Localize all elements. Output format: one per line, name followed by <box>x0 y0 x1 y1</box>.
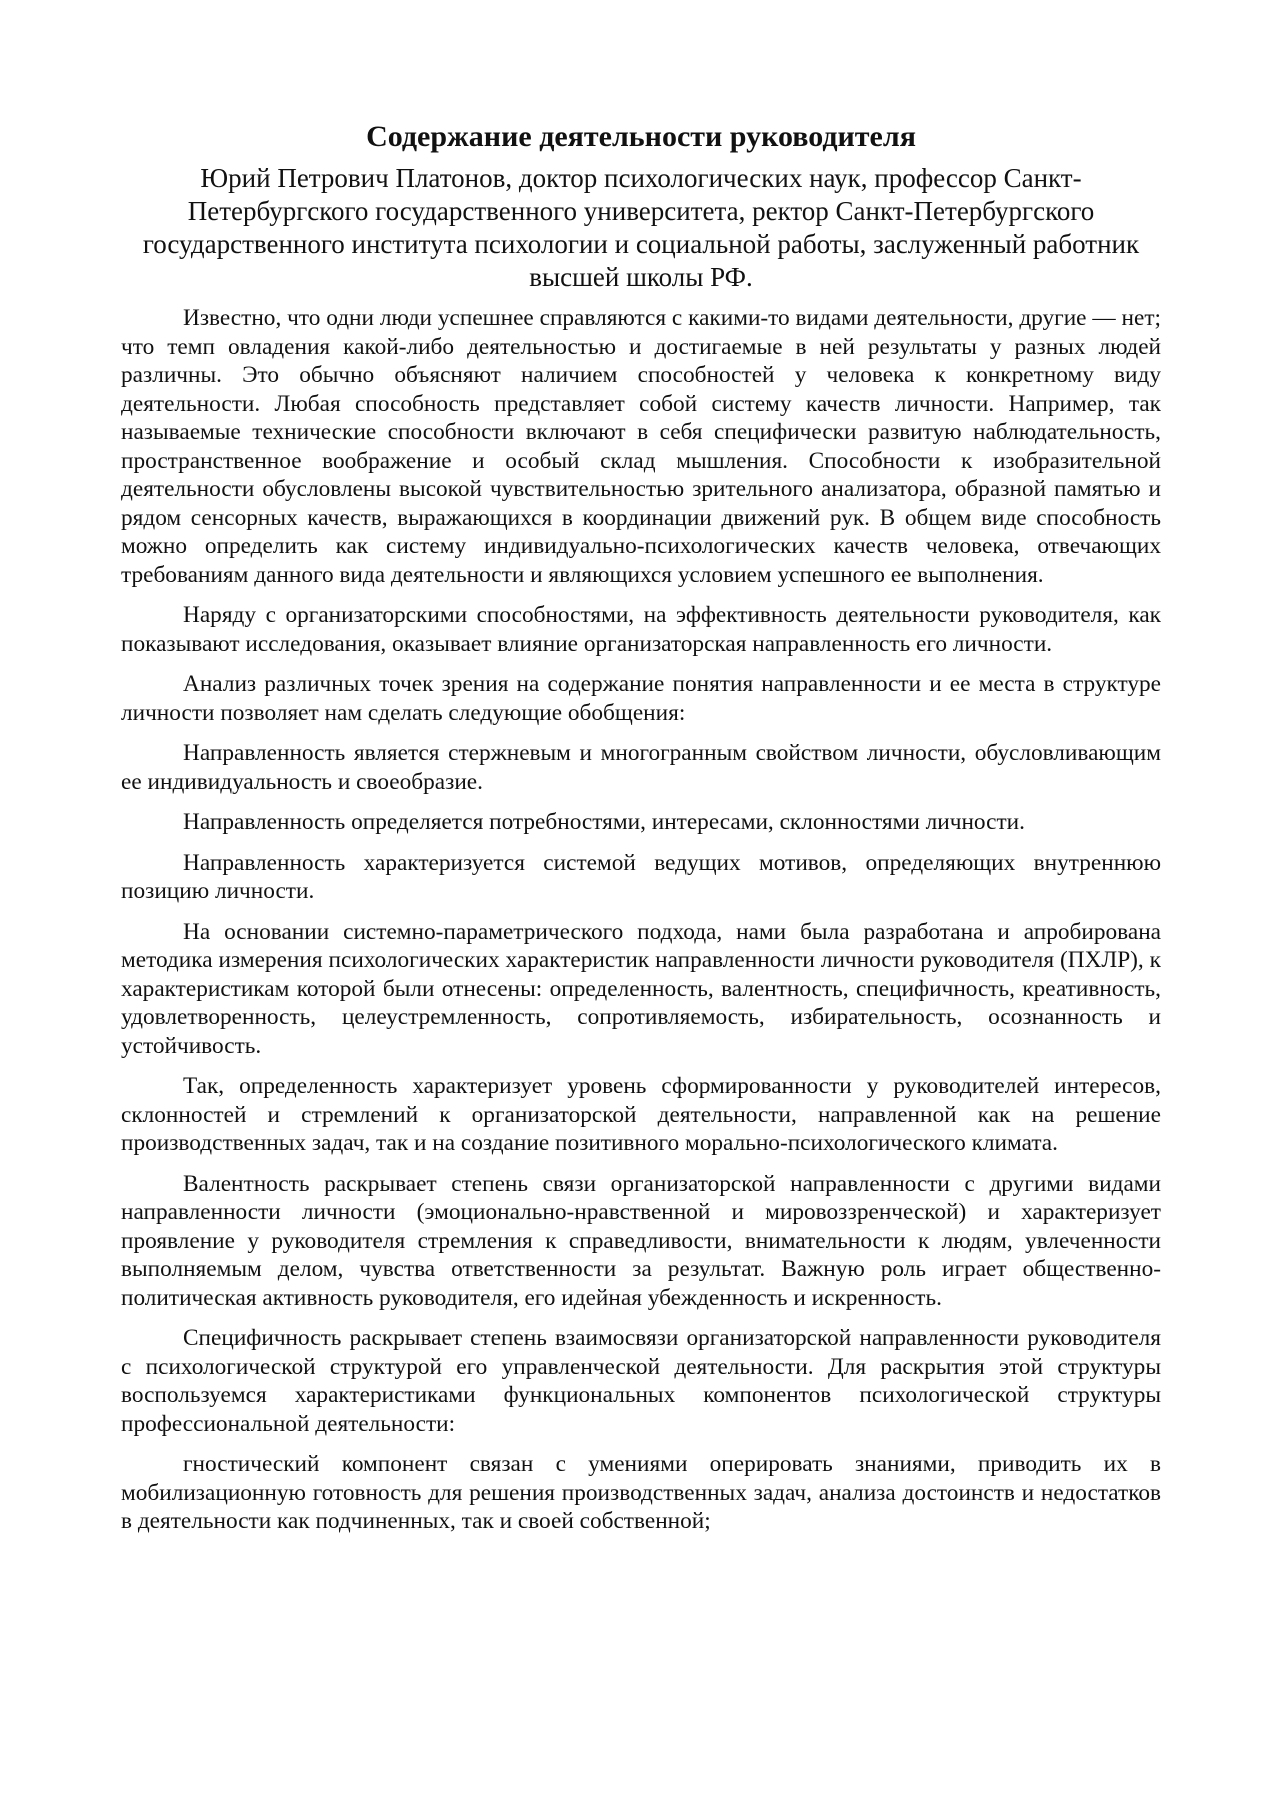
paragraph-gnostic-component: гностический компонент связан с умениями оперировать знаниями, приводить их в мобилизационную готовность для решения производственных задач, анализа достоинств и недостатков в деятельности как подчиненных, так и своей собственной; <box>121 1451 1161 1534</box>
author-info: Юрий Петрович Платонов, доктор психологических наук, профессор Санкт-Петербургского государственного университета, ректор Санкт-Петербургского государственного института психологии и социальной работы, заслуженный работник высшей школы РФ. <box>142 163 1140 292</box>
paragraph-orientation-needs: Направленность определяется потребностями, интересами, склонностями личности. <box>183 809 1025 835</box>
document-body <box>121 118 1161 1548</box>
paragraph-specificity: Специфичность раскрывает степень взаимосвязи организаторской направленности руководителя с психологической структурой его управленческой деятельности. Для раскрытия этой структуры воспользуемся характеристиками функциональных компонентов психологической структуры профессиональной деятельности: <box>121 1325 1161 1437</box>
paragraph-valence: Валентность раскрывает степень связи организаторской направленности с другими видами направленности личности (эмоционально-нравственной и мировоззренческой) и характеризует проявление у руководителя стремления к справедливости, внимательности к людям, увлеченности выполняемым делом, чувства ответственности за результат. Важную роль играет общественно-политическая активность руководителя, его идейная убежденность и искренность. <box>121 1170 1161 1311</box>
paragraph-definiteness: Так, определенность характеризует уровень сформированности у руководителей интересов, склонностей и стремлений к организаторской деятельности, направленной как на решение производственных задач, так и на создание позитивного морально-психологического климата. <box>121 1073 1161 1156</box>
paragraph-orientation-motives: Направленность характеризуется системой ведущих мотивов, определяющих внутреннюю позицию личности. <box>121 849 1161 904</box>
paragraph-analysis: Анализ различных точек зрения на содержание понятия направленности и ее места в структуре личности позволяет нам сделать следующие обобщения: <box>121 671 1161 726</box>
paragraph-organizational-orientation: Наряду с организаторскими способностями, на эффективность деятельности руководителя, как показывают исследования, оказывает влияние организаторская направленность его личности. <box>121 602 1161 657</box>
document-title: Содержание деятельности руководителя <box>366 120 916 153</box>
paragraph-methodology: На основании системно-параметрического подхода, нами была разработана и апробирована методика измерения психологических характеристик направленности личности руководителя (ПХЛР), к характеристикам которой были отнесены: определенность, валентность, специфичность, креативность, удовлетворенность, целеустремленность, сопротивляемость, избирательность, осознанность и устойчивость. <box>121 918 1161 1059</box>
paragraph-abilities: Известно, что одни люди успешнее справляются с какими-то видами деятельности, другие — нет; что темп овладения какой-либо деятельностью и достигаемые в ней результаты у разных людей различны. Это обычно объясняют наличием способностей у человека к конкретному виду деятельности. Любая способность представляет собой систему качеств личности. Например, так называемые технические способности включают в себя специфически развитую наблюдательность, пространственное воображение и особый склад мышления. Способности к изобразительной деятельности обусловлены высокой чувствительностью зрительного анализатора, образной памятью и рядом сенсорных качеств, выражающихся в координации движений рук. В общем виде способность можно определить как систему индивидуально-психологических качеств человека, отвечающих требованиям данного вида деятельности и являющихся условием успешного ее выполнения. <box>121 305 1161 588</box>
paragraph-orientation-core: Направленность является стержневым и многогранным свойством личности, обусловливающим ее индивидуальность и своеобразие. <box>121 740 1161 795</box>
